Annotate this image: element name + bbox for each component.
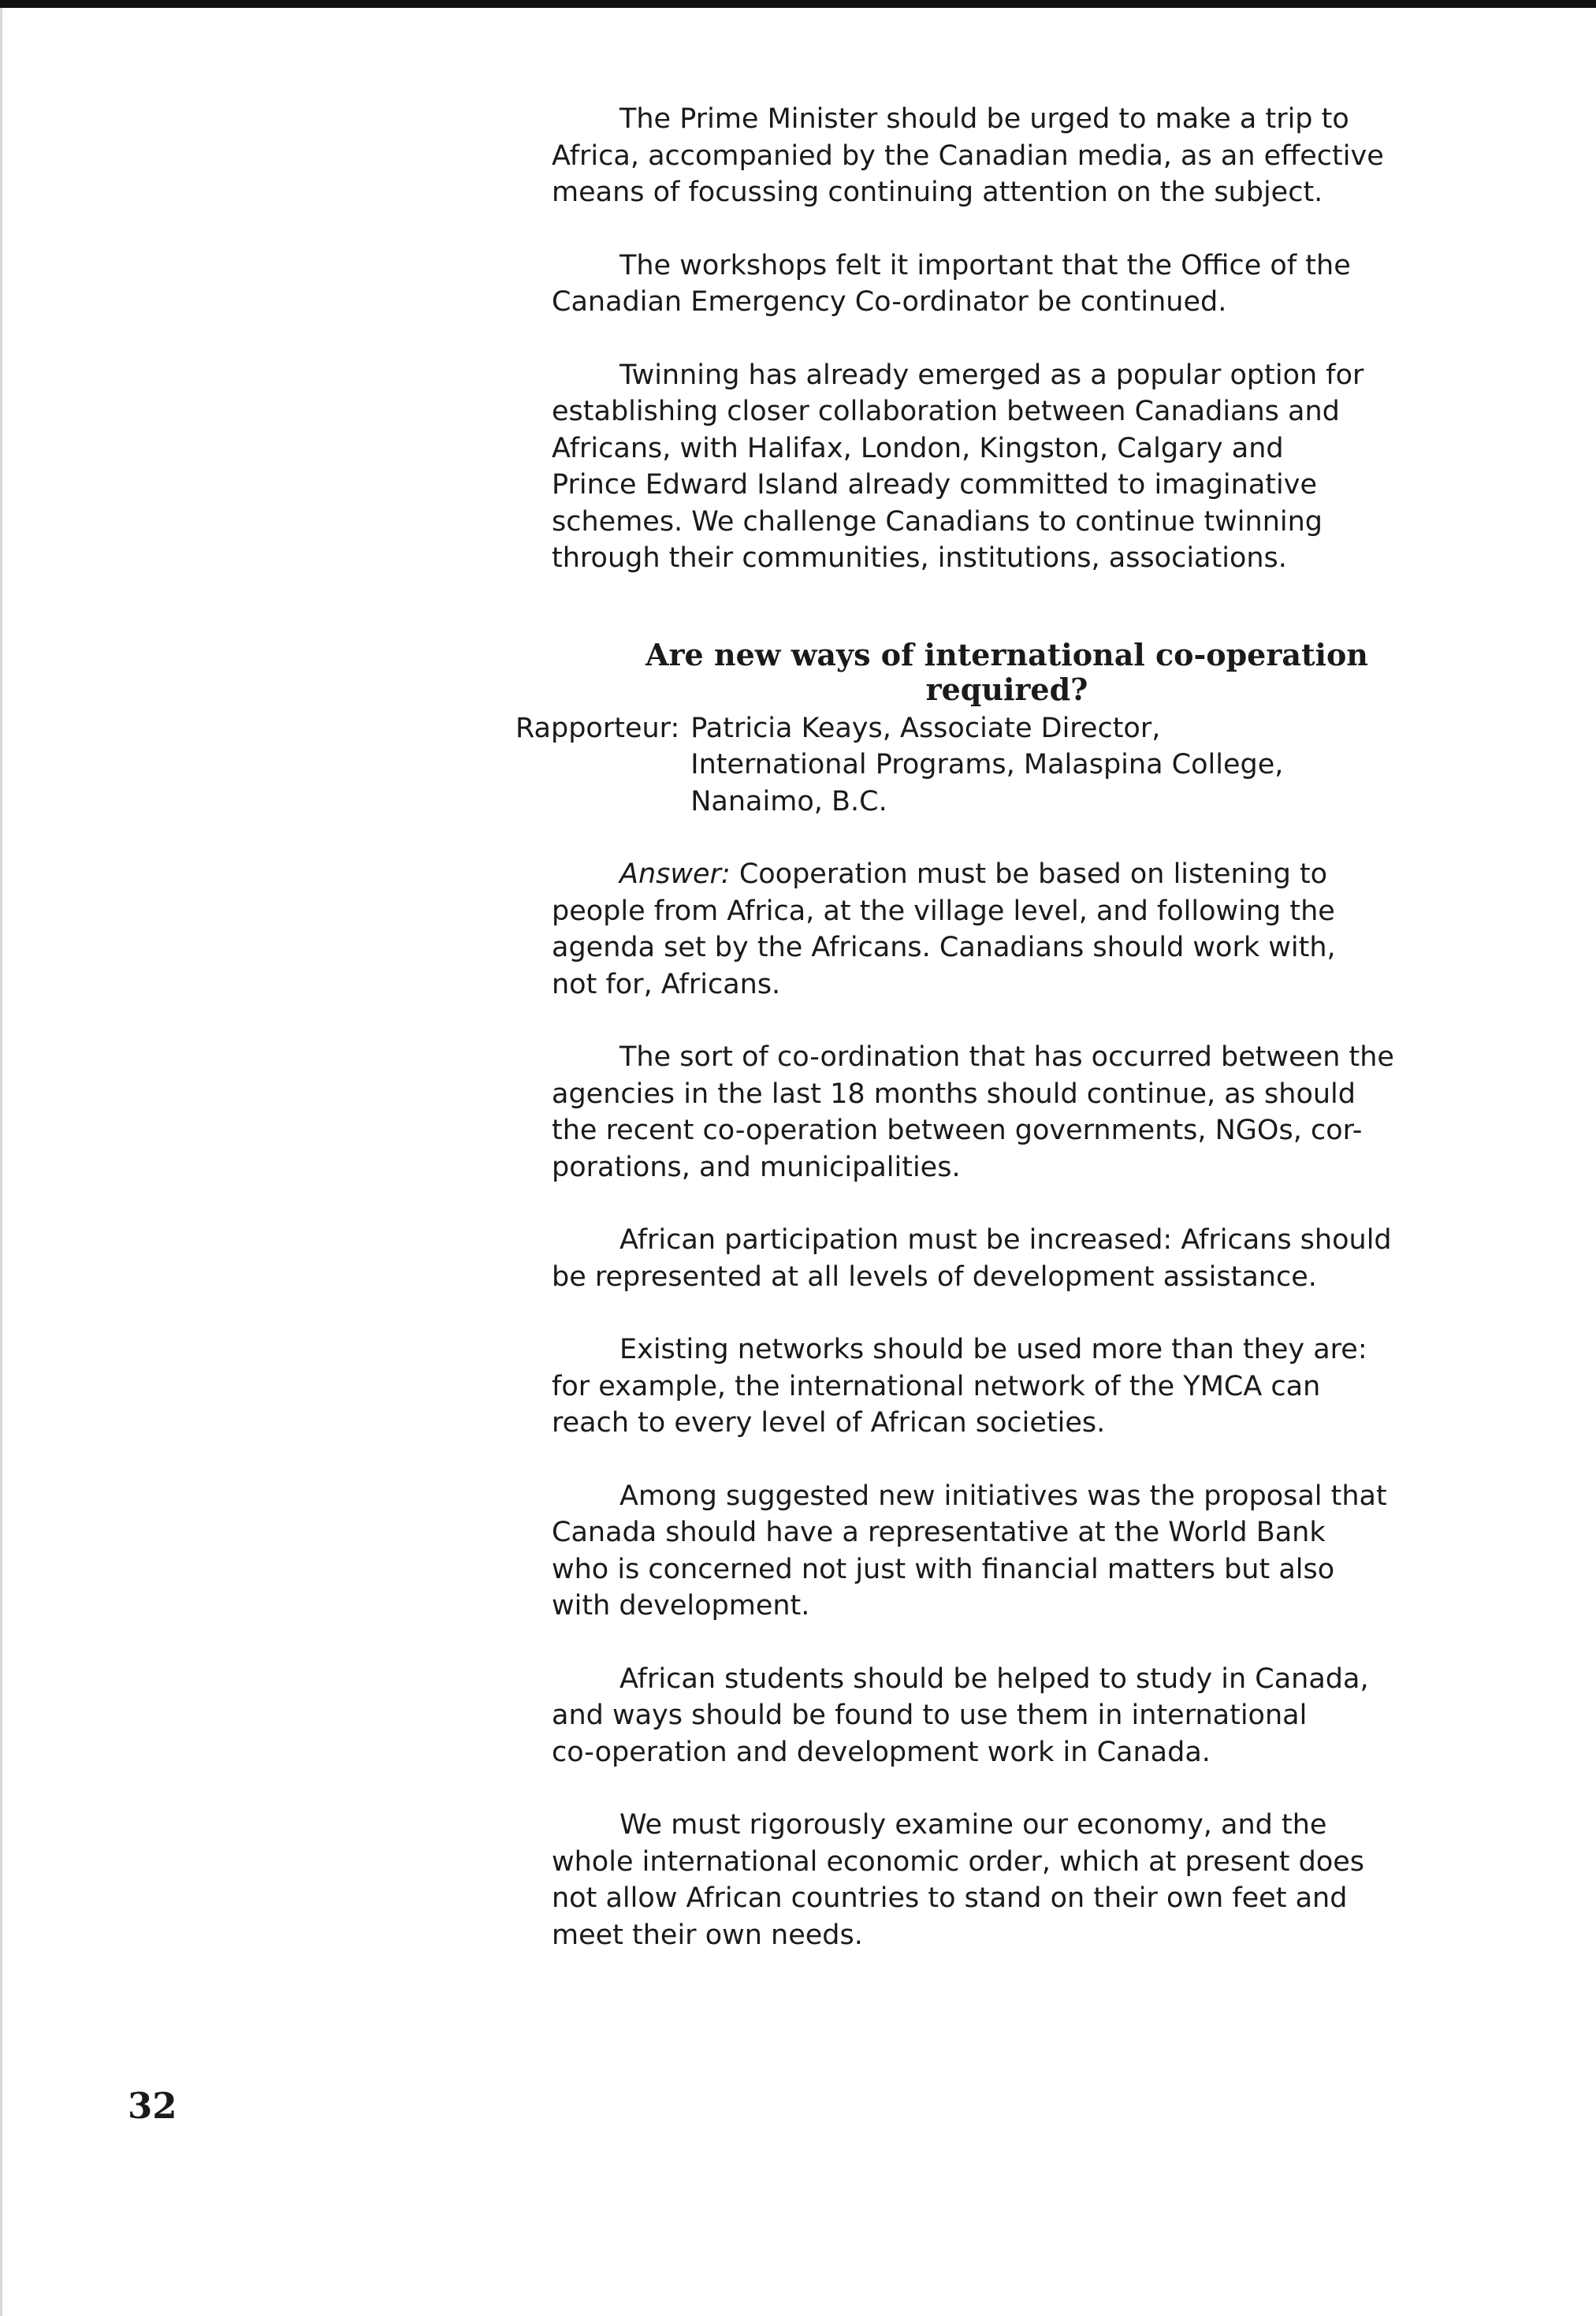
answer-text: Cooperation must be based on listening to people from Africa, at the village level, and following the agenda set by the Africans. Canadians should work with, not for, Africans. — [552, 858, 1336, 1000]
paragraph-answer — [552, 856, 1438, 1003]
paragraph-coordination: The sort of co-ordination that has occurred between the agencies in the last 18 months should continue, as should the recent co-operation between governments, NGOs, cor- porations, and municipalities. — [552, 1041, 1394, 1183]
paragraph-new-initiatives: Among suggested new initiatives was the proposal that Canada should have a representative at the World Bank who is concerned not just with financial matters but also with development. — [552, 1480, 1387, 1622]
paragraph-prime-minister-trip: The Prime Minister should be urged to make a trip to Africa, accompanied by the Canadian media, as an effective means of focussing continuing attention on the subject. — [552, 103, 1384, 208]
paragraph-african-students: African students should be helped to study in Canada, and ways should be found to use them in international co-operation and development work in Canada. — [552, 1663, 1369, 1768]
rapporteur-details: Patricia Keays, Associate Director, International Programs, Malaspina College, Nanaimo, B.C. — [690, 712, 1284, 817]
paragraph-african-participation: African participation must be increased: Africans should be represented at all levels of development assistance. — [552, 1224, 1392, 1293]
rapporteur-label: Rapporteur: — [515, 712, 680, 744]
page-left-edge — [0, 8, 2, 2316]
paragraph-emergency-coordinator: The workshops felt it important that the Office of the Canadian Emergency Co-ordinator be continued. — [552, 249, 1351, 318]
page-number: 32 — [128, 2085, 177, 2127]
paragraph-twinning: Twinning has already emerged as a popular option for establishing closer collaboration between Canadians and Africans, with Halifax, London, Kingston, Calgary and Prince Edward Island already committed to imaginative schemes. We challenge Canadians to continue twinning through their communities, institutions, associations. — [552, 359, 1364, 574]
answer-label: Answer: — [619, 858, 731, 890]
paragraph-existing-networks: Existing networks should be used more than they are: for example, the international network of the YMCA can reach to every level of African societies. — [552, 1334, 1367, 1439]
paragraph-economy: We must rigorously examine our economy, and the whole international economic order, which at present does not allow African countries to stand on their own feet and meet their own needs. — [552, 1809, 1365, 1951]
text-column — [515, 101, 1438, 1990]
rapporteur-block — [515, 710, 1438, 821]
top-border-rule — [0, 0, 1596, 8]
section-heading: Are new ways of international co-operation required? — [645, 636, 1368, 707]
